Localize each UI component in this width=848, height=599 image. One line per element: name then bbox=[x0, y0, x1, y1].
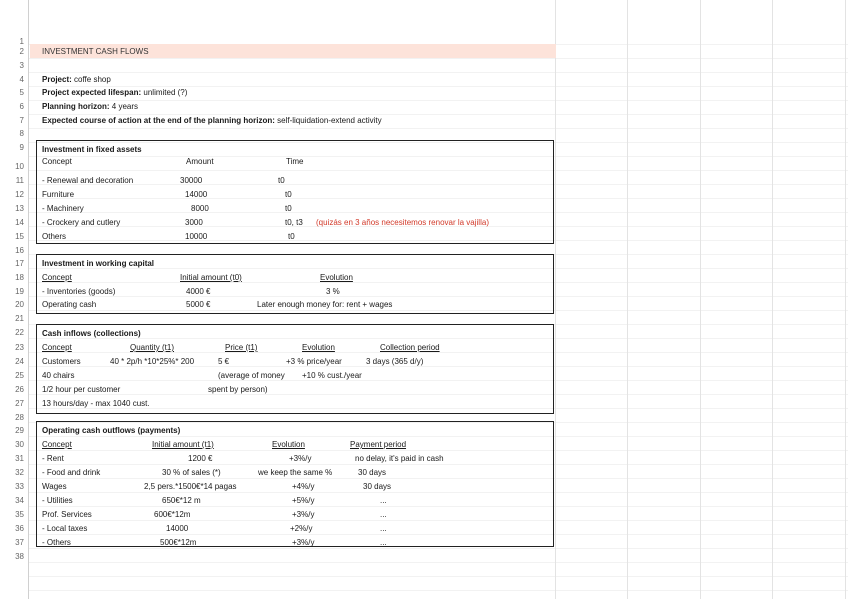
column-gridline bbox=[772, 0, 773, 599]
lifespan-row[interactable] bbox=[42, 88, 187, 98]
fixed-row-time[interactable]: t0 bbox=[278, 176, 285, 185]
inflow-col-concept[interactable]: Concept bbox=[42, 343, 72, 352]
outflow-col-initial[interactable]: Initial amount (t1) bbox=[152, 440, 214, 449]
wc-row-concept[interactable]: Operating cash bbox=[42, 300, 97, 309]
row-number[interactable]: 23 bbox=[15, 343, 24, 352]
course-value: self-liquidation-extend activity bbox=[277, 116, 382, 125]
row-number[interactable]: 1 bbox=[19, 37, 24, 46]
wc-col-evolution[interactable]: Evolution bbox=[320, 273, 353, 282]
outflow-row-evolution[interactable]: +3%/y bbox=[289, 454, 312, 463]
row-number[interactable]: 37 bbox=[15, 538, 24, 547]
horizon-label: Planning horizon: bbox=[42, 102, 110, 111]
column-gridline bbox=[627, 0, 628, 599]
outflow-row-evolution[interactable]: +4%/y bbox=[292, 482, 315, 491]
row-number[interactable]: 6 bbox=[19, 102, 24, 111]
row-number[interactable]: 29 bbox=[15, 426, 24, 435]
fixed-col-time[interactable]: Time bbox=[286, 157, 304, 166]
wc-row-initial[interactable]: 5000 € bbox=[186, 300, 211, 309]
fixed-row-concept[interactable]: - Renewal and decoration bbox=[42, 176, 134, 185]
row-number[interactable]: 28 bbox=[15, 413, 24, 422]
outflow-col-period[interactable]: Payment period bbox=[350, 440, 407, 449]
fixed-row-concept[interactable]: - Crockery and cutlery bbox=[42, 218, 121, 227]
course-label: Expected course of action at the end of the planning horizon: bbox=[42, 116, 275, 125]
inflow-row-period[interactable]: 3 days (365 d/y) bbox=[366, 357, 424, 366]
cash-inflows-header[interactable]: Cash inflows (collections) bbox=[42, 329, 141, 338]
outflow-row-concept[interactable]: - Rent bbox=[42, 454, 64, 463]
wc-col-initial[interactable]: Initial amount (t0) bbox=[180, 273, 242, 282]
row-number[interactable]: 8 bbox=[19, 129, 24, 138]
row-number[interactable]: 15 bbox=[15, 232, 24, 241]
outflow-row-period[interactable]: ... bbox=[380, 510, 387, 519]
row-number[interactable]: 18 bbox=[15, 273, 24, 282]
fixed-row-concept[interactable]: Others bbox=[42, 232, 67, 241]
row-gridline bbox=[28, 114, 848, 115]
row-number[interactable]: 7 bbox=[19, 116, 24, 125]
fixed-assets-header[interactable]: Investment in fixed assets bbox=[42, 145, 142, 154]
inflow-note[interactable]: +10 % cust./year bbox=[302, 371, 362, 380]
fixed-col-concept[interactable]: Concept bbox=[42, 157, 72, 166]
row-number[interactable]: 13 bbox=[15, 204, 24, 213]
row-number[interactable]: 30 bbox=[15, 440, 24, 449]
outflow-row-period[interactable]: 30 days bbox=[363, 482, 392, 491]
outflow-row-evolution[interactable]: +3%/y bbox=[292, 538, 315, 547]
row-number[interactable]: 16 bbox=[15, 246, 24, 255]
column-gridline bbox=[700, 0, 701, 599]
working-capital-header[interactable]: Investment in working capital bbox=[42, 259, 155, 268]
outflow-row-period[interactable]: no delay, it's paid in cash bbox=[355, 454, 444, 463]
row-number[interactable]: 36 bbox=[15, 524, 24, 533]
outflow-row-concept[interactable]: - Utilities bbox=[42, 496, 73, 505]
inflow-note[interactable]: 1/2 hour per customer bbox=[42, 385, 121, 394]
row-number[interactable]: 31 bbox=[15, 454, 24, 463]
inflow-row-price[interactable]: 5 € bbox=[218, 357, 230, 366]
outflow-row-period[interactable]: ... bbox=[380, 524, 387, 533]
project-value: coffe shop bbox=[74, 75, 111, 84]
wc-row-evolution[interactable]: Later enough money for: rent + wages bbox=[257, 300, 393, 309]
row-number[interactable]: 25 bbox=[15, 371, 24, 380]
fixed-row-time[interactable]: t0 bbox=[285, 190, 292, 199]
row-number[interactable]: 35 bbox=[15, 510, 24, 519]
row-number[interactable]: 11 bbox=[15, 176, 24, 185]
horizon-row[interactable] bbox=[42, 102, 138, 112]
column-gridline bbox=[555, 0, 556, 599]
fixed-row-time[interactable]: t0, t3 bbox=[285, 218, 303, 227]
fixed-assets-box bbox=[36, 140, 554, 244]
outflow-row-evolution[interactable]: +3%/y bbox=[292, 510, 315, 519]
lifespan-value: unlimited (?) bbox=[143, 88, 188, 97]
row-number[interactable]: 21 bbox=[15, 314, 24, 323]
row-gridline bbox=[28, 128, 848, 129]
fixed-row-amount[interactable]: 3000 bbox=[185, 218, 203, 227]
outflow-row-period[interactable]: ... bbox=[380, 496, 387, 505]
inflow-col-period[interactable]: Collection period bbox=[380, 343, 440, 352]
wc-row-concept[interactable]: - Inventories (goods) bbox=[42, 287, 116, 296]
cash-outflows-header[interactable]: Operating cash outflows (payments) bbox=[42, 426, 181, 435]
row-header-column bbox=[0, 0, 29, 599]
row-number[interactable]: 14 bbox=[15, 218, 24, 227]
row-gridline bbox=[28, 548, 848, 549]
outflow-row-concept[interactable]: - Others bbox=[42, 538, 71, 547]
inflow-row-quantity[interactable]: 40 * 2p/h *10*25%* 200 bbox=[110, 357, 195, 366]
inflow-col-price[interactable]: Price (t1) bbox=[225, 343, 258, 352]
row-gridline bbox=[28, 86, 848, 87]
row-number[interactable]: 3 bbox=[19, 61, 24, 70]
row-number[interactable]: 32 bbox=[15, 468, 24, 477]
row-gridline bbox=[28, 58, 848, 59]
outflow-row-concept[interactable]: Prof. Services bbox=[42, 510, 92, 519]
outflow-row-initial[interactable]: 2,5 pers.*1500€*14 pagas bbox=[144, 482, 237, 491]
inflow-note[interactable]: spent by person) bbox=[208, 385, 268, 394]
inflow-col-quantity[interactable]: Quantity (t1) bbox=[130, 343, 175, 352]
fixed-row-amount[interactable]: 30000 bbox=[180, 176, 203, 185]
inflow-note[interactable]: 40 chairs bbox=[42, 371, 75, 380]
row-number[interactable]: 26 bbox=[15, 385, 24, 394]
row-number[interactable]: 17 bbox=[15, 259, 24, 268]
fixed-row-amount[interactable]: 8000 bbox=[191, 204, 209, 213]
outflow-row-initial[interactable]: 600€*12m bbox=[154, 510, 191, 519]
row-gridline bbox=[28, 576, 848, 577]
outflow-row-evolution[interactable]: we keep the same % bbox=[258, 468, 333, 477]
row-number[interactable]: 2 bbox=[19, 47, 24, 56]
wc-row-initial[interactable]: 4000 € bbox=[186, 287, 211, 296]
fixed-note[interactable]: (quizás en 3 años necesitemos renovar la vajilla) bbox=[316, 218, 489, 227]
row-number[interactable]: 5 bbox=[19, 88, 24, 97]
outflow-row-initial[interactable]: 500€*12m bbox=[160, 538, 197, 547]
outflow-row-initial[interactable]: 14000 bbox=[166, 524, 189, 533]
outflow-row-concept[interactable]: - Local taxes bbox=[42, 524, 88, 533]
sheet-title[interactable]: INVESTMENT CASH FLOWS bbox=[42, 47, 149, 56]
row-number[interactable]: 19 bbox=[15, 287, 24, 296]
outflow-col-concept[interactable]: Concept bbox=[42, 440, 72, 449]
fixed-row-concept[interactable]: - Machinery bbox=[42, 204, 84, 213]
fixed-row-amount[interactable]: 14000 bbox=[185, 190, 208, 199]
fixed-col-amount[interactable]: Amount bbox=[186, 157, 214, 166]
row-number[interactable]: 22 bbox=[15, 328, 24, 337]
outflow-row-concept[interactable]: - Food and drink bbox=[42, 468, 101, 477]
row-gridline bbox=[28, 590, 848, 591]
outflow-row-evolution[interactable]: +5%/y bbox=[292, 496, 315, 505]
project-label: Project: bbox=[42, 75, 72, 84]
outflow-row-initial[interactable]: 30 % of sales (*) bbox=[162, 468, 221, 477]
fixed-row-time[interactable]: t0 bbox=[285, 204, 292, 213]
row-number[interactable]: 24 bbox=[15, 357, 24, 366]
inflow-row-concept[interactable]: Customers bbox=[42, 357, 81, 366]
outflow-row-period[interactable]: 30 days bbox=[358, 468, 387, 477]
horizon-value: 4 years bbox=[111, 102, 139, 111]
wc-col-concept[interactable]: Concept bbox=[42, 273, 72, 282]
wc-row-evolution[interactable]: 3 % bbox=[326, 287, 340, 296]
row-number[interactable]: 34 bbox=[15, 496, 24, 505]
outflow-row-initial[interactable]: 1200 € bbox=[188, 454, 213, 463]
column-gridline bbox=[845, 0, 846, 599]
row-number[interactable]: 33 bbox=[15, 482, 24, 491]
fixed-row-time[interactable]: t0 bbox=[288, 232, 295, 241]
inflow-col-evolution[interactable]: Evolution bbox=[302, 343, 335, 352]
inflow-row-evolution[interactable]: +3 % price/year bbox=[286, 357, 342, 366]
lifespan-label: Project expected lifespan: bbox=[42, 88, 142, 97]
inflow-note[interactable]: (average of money bbox=[218, 371, 285, 380]
project-row[interactable] bbox=[42, 75, 111, 85]
fixed-row-amount[interactable]: 10000 bbox=[185, 232, 208, 241]
row-number[interactable]: 4 bbox=[19, 75, 24, 84]
row-number[interactable]: 12 bbox=[15, 190, 24, 199]
row-number[interactable]: 9 bbox=[19, 143, 24, 152]
fixed-row-concept[interactable]: Furniture bbox=[42, 190, 75, 199]
row-number[interactable]: 27 bbox=[15, 399, 24, 408]
outflow-col-evolution[interactable]: Evolution bbox=[272, 440, 305, 449]
row-number[interactable]: 10 bbox=[15, 162, 24, 171]
outflow-row-concept[interactable]: Wages bbox=[42, 482, 67, 491]
row-gridline bbox=[28, 100, 848, 101]
outflow-row-period[interactable]: ... bbox=[380, 538, 387, 547]
outflow-row-evolution[interactable]: +2%/y bbox=[290, 524, 313, 533]
course-row[interactable] bbox=[42, 116, 382, 126]
row-gridline bbox=[28, 72, 848, 73]
inflow-note[interactable]: 13 hours/day - max 1040 cust. bbox=[42, 399, 150, 408]
row-number[interactable]: 38 bbox=[15, 552, 24, 561]
row-gridline bbox=[28, 562, 848, 563]
outflow-row-initial[interactable]: 650€*12 m bbox=[162, 496, 201, 505]
row-number[interactable]: 20 bbox=[15, 300, 24, 309]
